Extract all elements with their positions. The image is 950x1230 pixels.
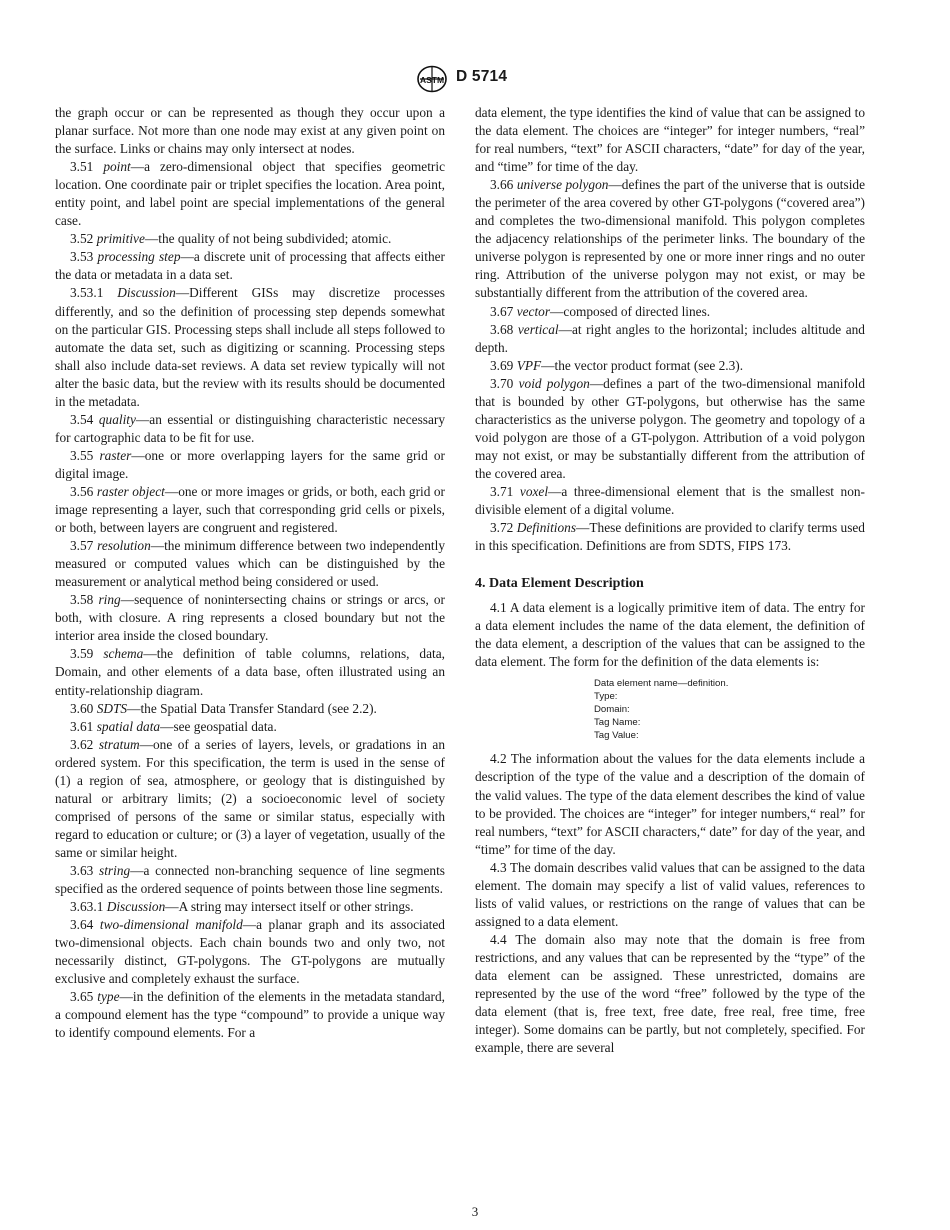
definition-text: —A string may intersect itself or other strings. <box>165 899 414 915</box>
definition-text: —at right angles to the horizontal; includes altitude and depth. <box>475 321 865 355</box>
definition-term: quality <box>98 411 136 427</box>
definition-number: 3.58 <box>70 592 94 608</box>
definition-term: universe polygon <box>516 177 609 193</box>
definition-term: string <box>99 862 131 878</box>
definition-number: 3.60 <box>70 700 94 716</box>
definition-term: primitive <box>96 231 145 247</box>
definition-number: 3.63.1 <box>70 899 104 915</box>
definition-3-53-1 <box>55 284 445 410</box>
definition-number: 3.55 <box>70 447 94 463</box>
definition-text: —one or more overlapping layers for the same grid or digital image. <box>55 447 445 481</box>
definition-3-54 <box>55 411 445 447</box>
definition-term: schema <box>103 646 144 662</box>
definition-term: void polygon <box>518 375 590 391</box>
definition-text: —in the definition of the elements in the metadata standard, a compound element has the type “compound” to provide a unique way to identify compound elements. For a <box>55 989 445 1041</box>
definition-number: 3.62 <box>70 736 94 752</box>
definition-number: 3.69 <box>490 357 514 373</box>
paragraph-text: the graph occur or can be represented as though they occur upon a planar surface. Not more than one node may exist at any given point on the surface. Links or chains may only intersect at nodes. <box>55 105 445 157</box>
definition-3-56 <box>55 483 445 537</box>
definition-term: raster object <box>96 483 165 499</box>
definition-number: 3.53.1 <box>70 285 104 301</box>
definition-3-63-1 <box>55 898 445 916</box>
right-column-definitions <box>475 104 865 555</box>
definition-number: 3.67 <box>490 303 514 319</box>
definition-text: —composed of directed lines. <box>550 303 711 319</box>
page-number: 3 <box>471 1204 479 1219</box>
definition-3-58 <box>55 591 445 645</box>
definition-term: raster <box>99 447 132 463</box>
section-4-heading: 4. Data Element Description <box>475 576 644 592</box>
definition-term: vector <box>516 303 551 319</box>
definition-number: 3.66 <box>490 177 514 193</box>
definition-term: voxel <box>519 483 549 499</box>
definition-text: —defines the part of the universe that is outside the perimeter of the area covered by other GT-polygons (“covered area”) and completes the two-dimensional manifold. This polygon completes the adjacency relationships of the perimeter links. The boundary of the universe polygon is represented by one or more inner rings and no outer ring. Attribution of the universe polygon may not exist, or may be substantially different from the attribution of the covered area. <box>475 177 865 301</box>
form-line: Type: <box>594 691 618 703</box>
continued-paragraph <box>475 104 865 176</box>
definition-text: —a planar graph and its associated two-dimensional objects. Each chain bounds two and only two, not necessarily distinct, GT-polygons. The GT-polygons are mutually exclusive and completely exhaust the surface. <box>55 917 445 987</box>
definition-term: resolution <box>97 538 151 554</box>
definition-3-71 <box>475 483 865 519</box>
paragraph-text: data element, the type identifies the kind of value that can be assigned to the data element. The choices are “integer” for integer numbers, “real” for real numbers, “text” for ASCII characters, “date” for day of the year, and “time” for time of the day. <box>475 105 865 175</box>
definition-text: —see geospatial data. <box>160 718 277 734</box>
definition-term: spatial data <box>96 718 161 734</box>
definition-text: —a connected non-branching sequence of line segments specified as the ordered sequence of points between those line segments. <box>55 862 445 897</box>
definition-3-64 <box>55 916 445 988</box>
definition-term: stratum <box>98 736 140 752</box>
paragraph-4-4: 4.4 The domain also may note that the domain is free from restrictions, and any values that can be represented by the “type” of the data element can be assigned. These unrestricted, domains are represented by the use of the word “free” followed by the type of the data element (that is, free text, free date, free real, free time, free integer). Some domains can be partly, but not completely, specified. For example, there are several <box>475 931 865 1056</box>
definition-term: Discussion <box>106 899 166 915</box>
definition-3-61 <box>55 718 445 736</box>
definition-text: —sequence of nonintersecting chains or strings or arcs, or both, with closure. A ring represents a closed boundary but not the interior area inside the closed boundary. <box>55 592 445 644</box>
definition-number: 3.68 <box>490 321 514 337</box>
paragraph-4-2: 4.2 The information about the values for the data elements include a description of the type of the value and a description of the domain of the valid values. The type of the data element describes the kind of value to be provided. The choices are “integer” for integer numbers,“ real” for real numbers, “text” for ASCII characters,“ date” for day of the year, and “time” for time of the day. <box>475 751 865 857</box>
paragraph-4-3: 4.3 The domain describes valid values that can be assigned to the data element. The domain may specify a list of valid values, references to lists of valid values, or restrictions on the range of values that can be assigned to a data element. <box>475 859 865 929</box>
form-line: Tag Value: <box>594 730 639 742</box>
definition-term: two-dimensional manifold <box>99 917 243 933</box>
left-column <box>55 104 445 1042</box>
definition-3-57 <box>55 537 445 591</box>
definition-3-63 <box>55 862 445 898</box>
definition-term: VPF <box>516 357 542 373</box>
definition-text: —a three-dimensional element that is the smallest non-divisible element of a digital volume. <box>475 483 865 518</box>
definition-term: point <box>103 159 131 175</box>
definition-term: processing step <box>97 249 181 265</box>
definition-term: vertical <box>517 321 559 337</box>
definition-text: —defines a part of the two-dimensional manifold that is bounded by other GT-polygons, but otherwise has the same characteristics as the universe polygon. The geometry and topology of a void polygon are those of a GT-polygon. Attribution of a void polygon may not exist, or may be substantially different from the attribution of the covered area. <box>475 375 865 481</box>
definition-text: —one of a series of layers, levels, or gradations in an ordered system. For this specification, the term is used in the sense of (1) a region of sea, atmosphere, or geology that is distinguished by natural or arbitrary limits; (2) a socioeconomic level of society comprised of persons of the same or similar status, especially with regard to education or culture; or (3) a layer of vegetation, usually of the same or similar height. <box>55 736 445 860</box>
definition-text: —the quality of not being subdivided; atomic. <box>144 231 392 247</box>
continued-paragraph <box>55 104 445 158</box>
definition-3-55 <box>55 447 445 483</box>
form-line: Tag Name: <box>594 717 641 729</box>
astm-logo <box>414 64 450 94</box>
definition-3-65 <box>55 988 445 1042</box>
definition-text: —the vector product format (see 2.3). <box>541 357 744 373</box>
definition-3-72 <box>475 519 865 555</box>
definition-3-53 <box>55 248 445 284</box>
definition-3-60 <box>55 700 445 718</box>
definition-number: 3.56 <box>70 483 94 499</box>
definition-3-68 <box>475 321 865 357</box>
data-element-form <box>594 677 865 742</box>
definition-text: —Different GISs may discretize processes differently, and so the definition of processing step depends somewhat on the particular GIS. Processing steps shall include all steps followed to automate the data set, such as digitizing or scanning. Processing steps shall also include data-set reviews. A data set review typically will not alter the basic data, but the review with its results should be documented in the metadata. <box>55 285 445 409</box>
definition-term: type <box>97 989 120 1005</box>
definition-number: 3.54 <box>70 411 94 427</box>
definition-3-52 <box>55 230 445 248</box>
definition-3-66 <box>475 176 865 302</box>
definition-3-51 <box>55 158 445 230</box>
right-column <box>475 104 865 1057</box>
form-line: Data element name—definition. <box>594 678 729 690</box>
definition-3-70 <box>475 375 865 483</box>
definition-number: 3.64 <box>70 917 94 933</box>
definition-text: —a zero-dimensional object that specifies geometric location. One coordinate pair or triplet specifies the location. Area point, entity point, and label point are special implementations of the general case. <box>55 159 445 229</box>
definition-text: —the Spatial Data Transfer Standard (see 2.2). <box>127 700 377 716</box>
definition-3-62 <box>55 736 445 862</box>
definition-number: 3.51 <box>70 159 94 175</box>
logo-text: ASTM <box>419 75 445 85</box>
definition-3-59 <box>55 645 445 699</box>
definition-text: —an essential or distinguishing characteristic necessary for cartographic data to be fit for use. <box>55 411 445 445</box>
definition-term: Discussion <box>117 285 176 301</box>
definition-number: 3.52 <box>70 231 94 247</box>
definition-number: 3.61 <box>70 718 94 734</box>
definition-term: ring <box>98 592 121 608</box>
form-line: Domain: <box>594 704 630 716</box>
definition-text: —the definition of table columns, relations, data, Domain, and other elements of a data base, often illustrated using an entity-relationship diagram. <box>55 646 445 698</box>
definition-term: SDTS <box>96 700 128 716</box>
definition-number: 3.72 <box>490 520 514 536</box>
definition-number: 3.59 <box>70 646 94 662</box>
definition-number: 3.63 <box>70 862 94 878</box>
page-header <box>0 62 950 98</box>
paragraph-4-1: 4.1 A data element is a logically primitive item of data. The entry for a data element includes the name of the data element, the definition of the data element, a description of the values that can be assigned to the data element. The form for the definition of the data elements is: <box>475 600 865 670</box>
definition-number: 3.70 <box>490 375 514 391</box>
definition-number: 3.53 <box>70 249 94 265</box>
definition-text: —the minimum difference between two independently measured or computed values which can be distinguished by the measurement or analytical method being considered or used. <box>55 538 445 590</box>
definition-term: Definitions <box>516 520 577 536</box>
definition-number: 3.57 <box>70 538 94 554</box>
definition-number: 3.71 <box>490 483 514 499</box>
definition-3-67 <box>475 303 865 321</box>
definition-3-69 <box>475 357 865 375</box>
definition-number: 3.65 <box>70 989 94 1005</box>
definition-text: —These definitions are provided to clarify terms used in this specification. Definitions are from SDTS, FIPS 173. <box>475 520 865 554</box>
definition-text: —one or more images or grids, or both, each grid or image representing a layer, such that corresponding grid cells or pixels, or both, between layers are congruent and registered. <box>55 483 446 536</box>
document-number: D 5714 <box>456 68 508 85</box>
definition-text: —a discrete unit of processing that affects either the data or metadata in a data set. <box>55 249 445 283</box>
